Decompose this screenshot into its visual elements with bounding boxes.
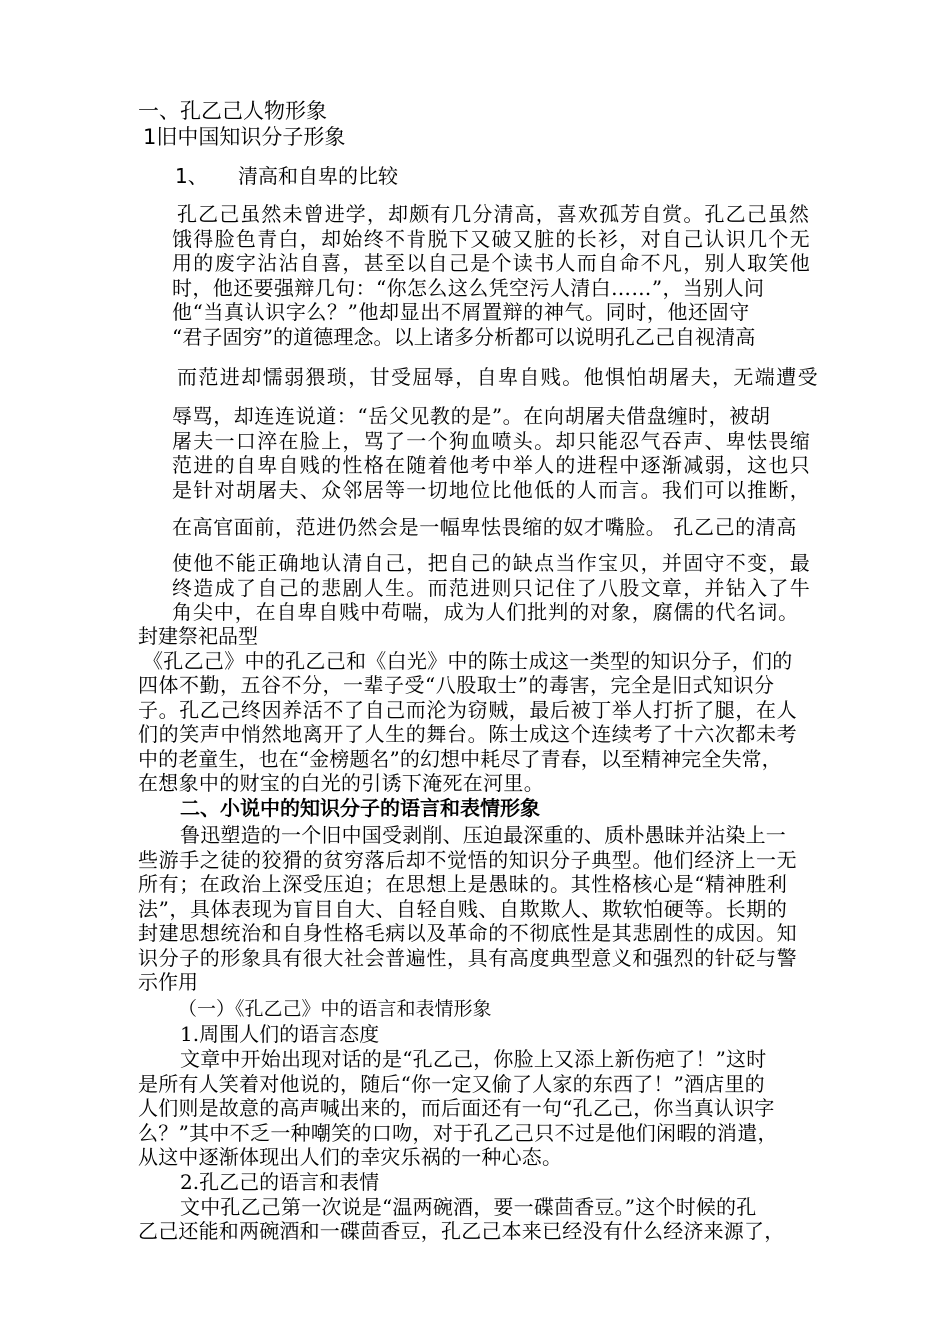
paragraph-line: 文中孔乙己第一次说是“温两碗酒，要一碟茴香豆。”这个时候的孔 bbox=[180, 1195, 757, 1219]
paragraph-line: 他“当真认识字么？”他却显出不屑置辩的神气。同时，他还固守 bbox=[172, 300, 750, 324]
paragraph-line: 中的老童生，也在“金榜题名”的幻想中耗尽了青春，以至精神完全失常， bbox=[138, 747, 782, 771]
paragraph-line: 屠夫一口淬在脸上，骂了一个狗血喷头。却只能忍气吞声、卑怯畏缩 bbox=[172, 429, 811, 453]
paragraph-line: 些游手之徒的狡猾的贫穷落后却不觉悟的知识分子典型。他们经济上一无 bbox=[138, 848, 798, 872]
paragraph-line: 封建思想统治和自身性格毛病以及革命的不彻底性是其悲剧性的成因。知 bbox=[138, 921, 798, 945]
paragraph-line: 终造成了自己的悲剧人生。而范进则只记住了八股文章，并钻入了牛 bbox=[172, 576, 811, 600]
paragraph-line: 鲁迅塑造的一个旧中国受剥削、压迫最深重的、质朴愚昧并沾染上一 bbox=[180, 823, 786, 847]
paragraph-line: 四体不勤，五谷不分，一辈子受“八股取士”的毒害，完全是旧式知识分 bbox=[138, 673, 775, 697]
paragraph-line: 用的废字沾沾自喜，甚至以自己是个读书人而自命不凡，别人取笑他 bbox=[172, 251, 811, 275]
heading-1: 一、孔乙己人物形象 bbox=[138, 99, 327, 123]
paragraph-line: 文章中开始出现对话的是“孔乙己，你脸上又添上新伤疤了！”这时 bbox=[180, 1047, 767, 1071]
paragraph-line: 是针对胡屠夫、众邻居等一切地位比他低的人而言。我们可以推断， bbox=[172, 478, 811, 502]
paragraph-line: 在高官面前，范进仍然会是一幅卑怯畏缩的奴才嘴脸。 孔乙己的清高 bbox=[172, 515, 797, 539]
paragraph-line: 范进的自卑自贱的性格在随着他考中举人的进程中逐渐减弱，这也只 bbox=[172, 453, 811, 477]
subheading-number: 1、 bbox=[175, 164, 208, 188]
paragraph-line: 孔乙己虽然未曾进学，却颇有几分清高，喜欢孤芳自赏。孔乙己虽然 bbox=[177, 202, 810, 226]
paragraph-line: 人们则是故意的高声喊出来的，而后面还有一句“孔乙己，你当真认识字 bbox=[138, 1096, 775, 1120]
paragraph-line: 们的笑声中悄然地离开了人生的舞台。陈士成这个连续考了十六次都未考 bbox=[138, 722, 798, 746]
paragraph-line: “君子固穷”的道德理念。以上诸多分析都可以说明孔乙己自视清高 bbox=[172, 325, 756, 349]
paragraph-line: 辱骂，却连连说道：“岳父见教的是”。在向胡屠夫借盘缠时，被胡 bbox=[172, 404, 771, 428]
paragraph-line: 而范进却懦弱猥琐，甘受屈辱，自卑自贱。他惧怕胡屠夫，无端遭受 bbox=[177, 365, 819, 389]
paragraph-line: 法”，具体表现为盲目自大、自轻自贱、自欺欺人、欺软怕硬等。长期的 bbox=[138, 897, 788, 921]
paragraph-line: 所有；在政治上深受压迫；在思想上是愚昧的。其性格核心是“精神胜利 bbox=[138, 872, 788, 896]
subsection-heading: 1.周围人们的语言态度 bbox=[180, 1022, 380, 1046]
paragraph-line: 在想象中的财宝的白光的引诱下淹死在河里。 bbox=[138, 771, 544, 795]
paragraph-line: 是所有人笑着对他说的，随后“你一定又偷了人家的东西了！”酒店里的 bbox=[138, 1072, 765, 1096]
paragraph-line: 使他不能正确地认清自己，把自己的缺点当作宝贝，并固守不变，最 bbox=[172, 551, 811, 575]
paragraph-line: 时，他还要强辩几句：“你怎么这么凭空污人清白……”，当别人问 bbox=[172, 276, 765, 300]
paragraph-line: 乙己还能和两碗酒和一碟茴香豆，孔乙己本来已经没有什么经济来源了， bbox=[138, 1219, 785, 1243]
section-label: 封建祭祀品型 bbox=[138, 624, 258, 648]
heading-2: 1旧中国知识分子形象 bbox=[143, 125, 346, 149]
paragraph-line: 示作用 bbox=[138, 970, 198, 994]
subheading-text: 清高和自卑的比较 bbox=[238, 164, 398, 188]
paragraph-line: 《孔乙己》中的孔乙己和《白光》中的陈士成这一类型的知识分子，们的 bbox=[143, 649, 793, 673]
paragraph-line: 角尖中，在自卑自贱中苟喘，成为人们批判的对象，腐儒的代名词。 bbox=[172, 600, 799, 624]
subsection-heading: 2.孔乙己的语言和表情 bbox=[180, 1170, 380, 1194]
heading-3: 二、小说中的知识分子的语言和表情形象 bbox=[180, 796, 540, 820]
paragraph-line: 饿得脸色青白，却始终不肯脱下又破又脏的长衫，对自己认识几个无 bbox=[172, 227, 811, 251]
paragraph-line: 从这中逐渐体现出人们的幸灾乐祸的一种心态。 bbox=[138, 1145, 563, 1169]
paragraph-line: 识分子的形象具有很大社会普遍性，具有高度典型意义和强烈的针砭与警 bbox=[138, 946, 798, 970]
paragraph-line: 么？”其中不乏一种嘲笑的口吻，对于孔乙己只不过是他们闲暇的消遣， bbox=[138, 1121, 778, 1145]
subsection-heading: （一）《孔乙己》中的语言和表情形象 bbox=[178, 998, 492, 1020]
paragraph-line: 子。孔乙己终因养活不了自己而沦为窃贼，最后被丁举人打折了腿，在人 bbox=[138, 698, 798, 722]
